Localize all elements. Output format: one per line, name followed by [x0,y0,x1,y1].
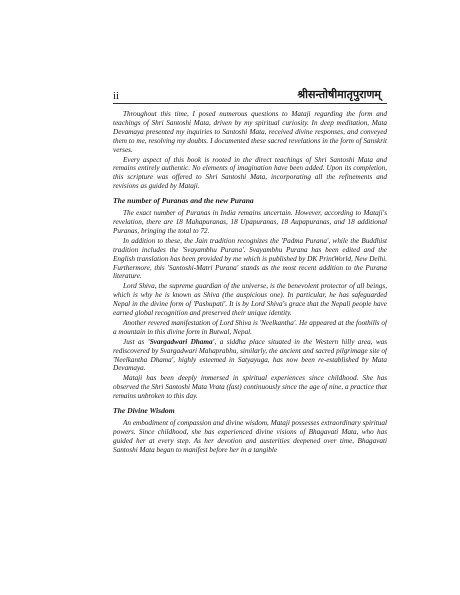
header-rule [113,103,387,104]
puranas-paragraph-2: In addition to these, the Jain tradition recognizes the 'Padma Purana', while the Buddhist tradition includes the 'Svayambhu Purana'. Svayambhu Purana has been edited and the English translation has been provided by me which is published by DK PrintWorld, New Delhi. Furthermore, this 'Santoshi-Matri Purana' stands as the most recent addition to the Purana literature. [113,236,387,281]
intro-paragraph-2: Every aspect of this book is rooted in the direct teachings of Shri Santoshi Mata and remains entirely authentic. No elements of imagination have been added. Upon its completion, this scripture was offered to Shri Santoshi Mata, incorporating all the refinements and revisions as guided by Mataji. [113,155,387,191]
section-heading-puranas: The number of Puranas and the new Purana [113,196,254,206]
puranas-paragraph-5 [113,338,387,374]
puranas-paragraph-4: Another revered manifestation of Lord Shiva is 'Neelkantha'. He appeared at the foothills of a mountain in this divine form in Butwal, Nepal. [113,318,387,336]
puranas-paragraph-3: Lord Shiva, the supreme guardian of the universe, is the benevolent protector of all beings, which is why he is known as Shiva (the auspicious one). In particular, he has safeguarded Nepal in the divine form of 'Pashupati'. It is by Lord Shiva's grace that the Nepali people have earned global recognition and preserved their unique identity. [113,282,387,318]
page-number: ii [113,90,120,102]
section-heading-divine-wisdom: The Divine Wisdom [113,406,175,416]
page-header [113,86,387,104]
page-body [113,110,387,580]
p5-lead: Just as [123,337,148,346]
wisdom-paragraph-1: An embodiment of compassion and divine wisdom, Mataji possesses extraordinary spiritual powers. Since childhood, she has experienced divine visions of Bhagavati Mata, who has guided her at every step. As her devotion and austerities deepened over time, Bhagavati Santoshi Mata began to manifest before her in a tangible [113,419,387,454]
puranas-paragraph-1: The exact number of Puranas in India remains uncertain. However, according to Mataji's revelation, there are 18 Mahapuranas, 18 Upapuranas, 18 Aupapuranas, and 18 additional Puranas, bringing the total to 72. [113,209,387,235]
puranas-paragraph-6: Mataji has been deeply immersed in spiritual experiences since childhood. She has observed the Shri Santoshi Mata Vrata (fast) continuously since the age of nine, a practice that remains unbroken to this day. [113,374,387,401]
running-title: श्रीसन्तोषीमातृपुराणम् [297,88,381,101]
svargadwari-dhama: 'Svargadwari Dhama' [147,337,215,346]
intro-paragraph-1: Throughout this time, I posed numerous questions to Mataji regarding the form and teachings of Shri Santoshi Mata, driven by my spiritual curiosity. In deep meditation, Mata Devamaya presented my inquiries to Santoshi Mata, received divine responses, and conveyed them to me, resolving my doubts. I documented these sacred revelations in the form of Sanskrit verses. [113,110,387,154]
p5-rest: , a siddha place situated in the Western hilly area, was rediscovered by Svargadwari Mahaprabhu, similarly, the ancient and sacred pilgrimage site of 'Neelkantha Dhama', highly esteemed in Satyayuga, has now been re-established by Mata Devamaya. [113,337,387,373]
